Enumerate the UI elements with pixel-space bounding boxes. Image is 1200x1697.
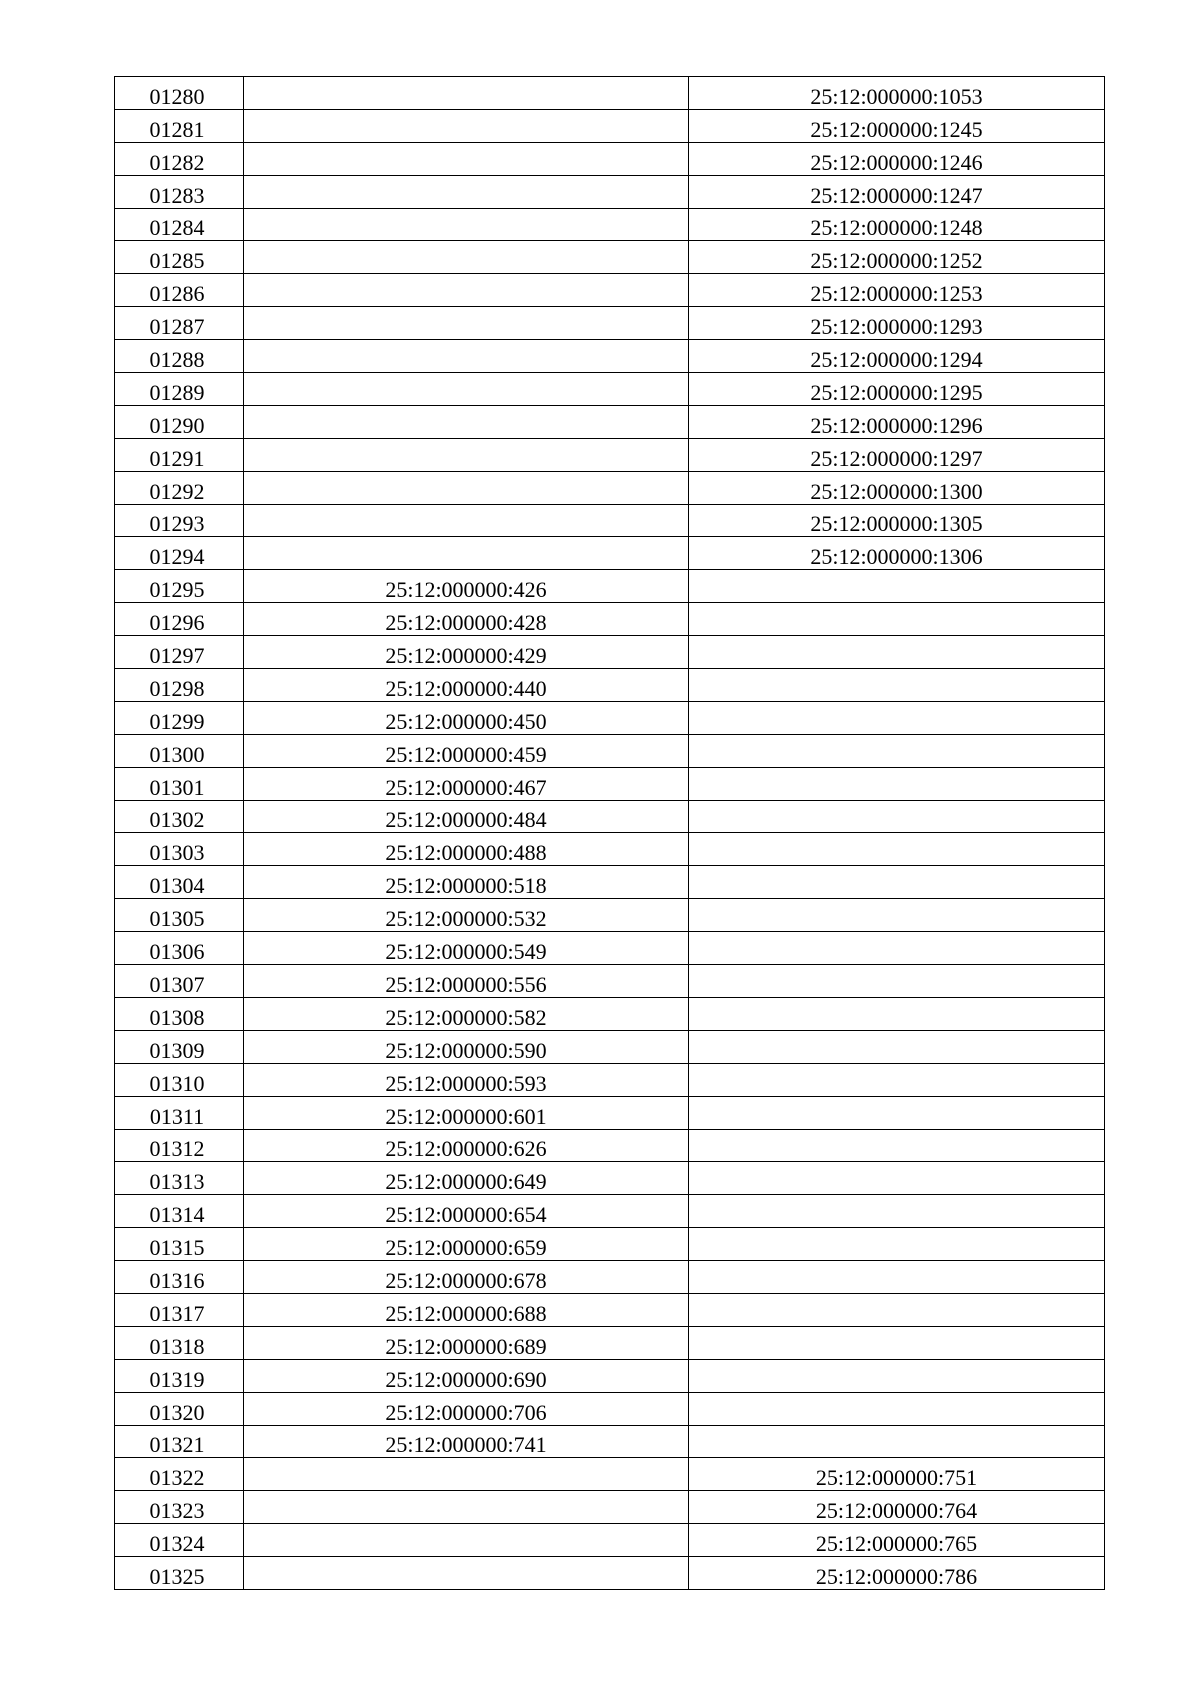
table-row (115, 1261, 1105, 1294)
cadastral-number-cell-right: 25:12:000000:786 (689, 1557, 1105, 1590)
cadastral-number-cell-left (244, 340, 689, 373)
table-body (115, 77, 1105, 1590)
cadastral-number-cell-right: 25:12:000000:1252 (689, 241, 1105, 274)
cadastral-number-cell-right: 25:12:000000:1253 (689, 274, 1105, 307)
row-number-cell: 01288 (115, 340, 244, 373)
cadastral-number-cell-right (689, 636, 1105, 669)
cadastral-number-cell-left (244, 142, 689, 175)
row-number-cell: 01292 (115, 471, 244, 504)
cadastral-number-table (114, 76, 1105, 1590)
cadastral-number-cell-left: 25:12:000000:428 (244, 603, 689, 636)
cadastral-number-cell-left: 25:12:000000:488 (244, 833, 689, 866)
cadastral-number-cell-left: 25:12:000000:549 (244, 932, 689, 965)
row-number-cell: 01281 (115, 109, 244, 142)
table-row (115, 373, 1105, 406)
cadastral-number-cell-right: 25:12:000000:751 (689, 1458, 1105, 1491)
row-number-cell: 01309 (115, 1030, 244, 1063)
row-number-cell: 01300 (115, 734, 244, 767)
cadastral-number-cell-left (244, 77, 689, 110)
cadastral-number-cell-right: 25:12:000000:1305 (689, 504, 1105, 537)
row-number-cell: 01285 (115, 241, 244, 274)
cadastral-number-cell-right: 25:12:000000:764 (689, 1491, 1105, 1524)
row-number-cell: 01307 (115, 965, 244, 998)
cadastral-number-cell-left (244, 241, 689, 274)
cadastral-number-cell-left (244, 373, 689, 406)
cadastral-number-cell-right (689, 734, 1105, 767)
table-row (115, 734, 1105, 767)
row-number-cell: 01287 (115, 307, 244, 340)
table-row (115, 504, 1105, 537)
cadastral-number-cell-left: 25:12:000000:601 (244, 1096, 689, 1129)
table-row (115, 1359, 1105, 1392)
table-row (115, 669, 1105, 702)
cadastral-number-cell-right: 25:12:000000:1294 (689, 340, 1105, 373)
table-row (115, 997, 1105, 1030)
table-row (115, 1326, 1105, 1359)
table-row (115, 1096, 1105, 1129)
table-row (115, 603, 1105, 636)
cadastral-number-cell-left: 25:12:000000:741 (244, 1425, 689, 1458)
cadastral-number-cell-left (244, 307, 689, 340)
table-row (115, 241, 1105, 274)
row-number-cell: 01317 (115, 1293, 244, 1326)
cadastral-number-cell-right: 25:12:000000:1248 (689, 208, 1105, 241)
row-number-cell: 01310 (115, 1063, 244, 1096)
cadastral-number-cell-right (689, 1096, 1105, 1129)
cadastral-number-cell-left: 25:12:000000:440 (244, 669, 689, 702)
cadastral-number-cell-right (689, 767, 1105, 800)
cadastral-number-cell-left: 25:12:000000:426 (244, 570, 689, 603)
cadastral-number-cell-right: 25:12:000000:1296 (689, 405, 1105, 438)
cadastral-number-cell-right: 25:12:000000:1247 (689, 175, 1105, 208)
row-number-cell: 01295 (115, 570, 244, 603)
table-row (115, 142, 1105, 175)
cadastral-number-cell-left (244, 471, 689, 504)
table-row (115, 1063, 1105, 1096)
cadastral-number-cell-left (244, 438, 689, 471)
cadastral-number-cell-right (689, 965, 1105, 998)
cadastral-number-cell-left: 25:12:000000:459 (244, 734, 689, 767)
cadastral-number-cell-left: 25:12:000000:590 (244, 1030, 689, 1063)
cadastral-number-cell-left (244, 109, 689, 142)
cadastral-number-cell-left: 25:12:000000:626 (244, 1129, 689, 1162)
cadastral-number-cell-right (689, 1425, 1105, 1458)
table-row (115, 438, 1105, 471)
cadastral-number-cell-left (244, 274, 689, 307)
table-row (115, 77, 1105, 110)
row-number-cell: 01290 (115, 405, 244, 438)
row-number-cell: 01322 (115, 1458, 244, 1491)
table-row (115, 1491, 1105, 1524)
row-number-cell: 01293 (115, 504, 244, 537)
cadastral-number-cell-right: 25:12:000000:1053 (689, 77, 1105, 110)
table-row (115, 965, 1105, 998)
table-row (115, 1392, 1105, 1425)
row-number-cell: 01308 (115, 997, 244, 1030)
cadastral-number-cell-right: 25:12:000000:1246 (689, 142, 1105, 175)
cadastral-number-cell-right (689, 866, 1105, 899)
cadastral-number-cell-left: 25:12:000000:689 (244, 1326, 689, 1359)
row-number-cell: 01306 (115, 932, 244, 965)
cadastral-number-cell-right: 25:12:000000:1295 (689, 373, 1105, 406)
table-row (115, 175, 1105, 208)
cadastral-number-cell-right (689, 833, 1105, 866)
table-row (115, 1228, 1105, 1261)
cadastral-number-cell-left: 25:12:000000:678 (244, 1261, 689, 1294)
cadastral-number-cell-left: 25:12:000000:518 (244, 866, 689, 899)
cadastral-number-cell-right (689, 1063, 1105, 1096)
row-number-cell: 01312 (115, 1129, 244, 1162)
row-number-cell: 01284 (115, 208, 244, 241)
cadastral-number-cell-right (689, 570, 1105, 603)
cadastral-number-cell-right (689, 1030, 1105, 1063)
cadastral-number-cell-left: 25:12:000000:582 (244, 997, 689, 1030)
row-number-cell: 01321 (115, 1425, 244, 1458)
cadastral-number-cell-left: 25:12:000000:659 (244, 1228, 689, 1261)
cadastral-number-cell-left: 25:12:000000:593 (244, 1063, 689, 1096)
cadastral-number-cell-right (689, 1293, 1105, 1326)
table-row (115, 537, 1105, 570)
row-number-cell: 01325 (115, 1557, 244, 1590)
row-number-cell: 01283 (115, 175, 244, 208)
cadastral-number-cell-right: 25:12:000000:1245 (689, 109, 1105, 142)
table-row (115, 208, 1105, 241)
table-row (115, 1425, 1105, 1458)
cadastral-number-cell-left: 25:12:000000:688 (244, 1293, 689, 1326)
table-row (115, 1458, 1105, 1491)
row-number-cell: 01303 (115, 833, 244, 866)
row-number-cell: 01301 (115, 767, 244, 800)
cadastral-number-cell-right (689, 1195, 1105, 1228)
table-row (115, 701, 1105, 734)
row-number-cell: 01296 (115, 603, 244, 636)
table-row (115, 274, 1105, 307)
cadastral-number-cell-left: 25:12:000000:706 (244, 1392, 689, 1425)
cadastral-number-cell-right: 25:12:000000:1293 (689, 307, 1105, 340)
cadastral-number-cell-left (244, 504, 689, 537)
table-row (115, 899, 1105, 932)
cadastral-number-cell-left (244, 1557, 689, 1590)
row-number-cell: 01286 (115, 274, 244, 307)
row-number-cell: 01324 (115, 1524, 244, 1557)
table-row (115, 767, 1105, 800)
cadastral-number-cell-left (244, 208, 689, 241)
cadastral-number-cell-left: 25:12:000000:556 (244, 965, 689, 998)
row-number-cell: 01302 (115, 800, 244, 833)
table-row (115, 1524, 1105, 1557)
row-number-cell: 01294 (115, 537, 244, 570)
row-number-cell: 01314 (115, 1195, 244, 1228)
table-row (115, 471, 1105, 504)
cadastral-number-cell-right (689, 1326, 1105, 1359)
row-number-cell: 01298 (115, 669, 244, 702)
table-row (115, 1195, 1105, 1228)
row-number-cell: 01304 (115, 866, 244, 899)
cadastral-number-cell-left: 25:12:000000:450 (244, 701, 689, 734)
cadastral-number-cell-left: 25:12:000000:690 (244, 1359, 689, 1392)
row-number-cell: 01280 (115, 77, 244, 110)
table-row (115, 1030, 1105, 1063)
row-number-cell: 01311 (115, 1096, 244, 1129)
cadastral-number-cell-left (244, 405, 689, 438)
cadastral-number-cell-right: 25:12:000000:1297 (689, 438, 1105, 471)
row-number-cell: 01320 (115, 1392, 244, 1425)
cadastral-number-cell-right: 25:12:000000:1300 (689, 471, 1105, 504)
cadastral-number-cell-right: 25:12:000000:1306 (689, 537, 1105, 570)
cadastral-number-cell-left (244, 1458, 689, 1491)
cadastral-number-cell-right (689, 800, 1105, 833)
table-row (115, 1293, 1105, 1326)
cadastral-number-cell-right (689, 1261, 1105, 1294)
cadastral-number-cell-left (244, 537, 689, 570)
cadastral-number-cell-left (244, 175, 689, 208)
cadastral-number-cell-left: 25:12:000000:649 (244, 1162, 689, 1195)
table-row (115, 570, 1105, 603)
cadastral-number-cell-left: 25:12:000000:532 (244, 899, 689, 932)
cadastral-number-cell-left: 25:12:000000:484 (244, 800, 689, 833)
row-number-cell: 01316 (115, 1261, 244, 1294)
row-number-cell: 01313 (115, 1162, 244, 1195)
table-row (115, 340, 1105, 373)
cadastral-number-cell-left (244, 1524, 689, 1557)
cadastral-number-cell-right: 25:12:000000:765 (689, 1524, 1105, 1557)
row-number-cell: 01299 (115, 701, 244, 734)
cadastral-number-cell-right (689, 1162, 1105, 1195)
cadastral-number-cell-right (689, 899, 1105, 932)
cadastral-number-cell-right (689, 997, 1105, 1030)
row-number-cell: 01297 (115, 636, 244, 669)
cadastral-number-cell-right (689, 669, 1105, 702)
row-number-cell: 01318 (115, 1326, 244, 1359)
row-number-cell: 01291 (115, 438, 244, 471)
table-row (115, 1162, 1105, 1195)
row-number-cell: 01289 (115, 373, 244, 406)
cadastral-number-cell-left: 25:12:000000:429 (244, 636, 689, 669)
cadastral-number-cell-right (689, 701, 1105, 734)
row-number-cell: 01282 (115, 142, 244, 175)
table-row (115, 932, 1105, 965)
cadastral-number-cell-left (244, 1491, 689, 1524)
cadastral-number-cell-right (689, 1392, 1105, 1425)
table-row (115, 800, 1105, 833)
row-number-cell: 01319 (115, 1359, 244, 1392)
table-row (115, 636, 1105, 669)
table-row (115, 866, 1105, 899)
table-row (115, 1557, 1105, 1590)
cadastral-number-cell-right (689, 1359, 1105, 1392)
table-row (115, 405, 1105, 438)
table-row (115, 109, 1105, 142)
row-number-cell: 01315 (115, 1228, 244, 1261)
cadastral-number-cell-right (689, 932, 1105, 965)
table-row (115, 1129, 1105, 1162)
cadastral-number-cell-left: 25:12:000000:467 (244, 767, 689, 800)
table-row (115, 307, 1105, 340)
row-number-cell: 01323 (115, 1491, 244, 1524)
cadastral-number-cell-left: 25:12:000000:654 (244, 1195, 689, 1228)
row-number-cell: 01305 (115, 899, 244, 932)
cadastral-number-cell-right (689, 603, 1105, 636)
cadastral-number-cell-right (689, 1129, 1105, 1162)
cadastral-number-cell-right (689, 1228, 1105, 1261)
table-row (115, 833, 1105, 866)
